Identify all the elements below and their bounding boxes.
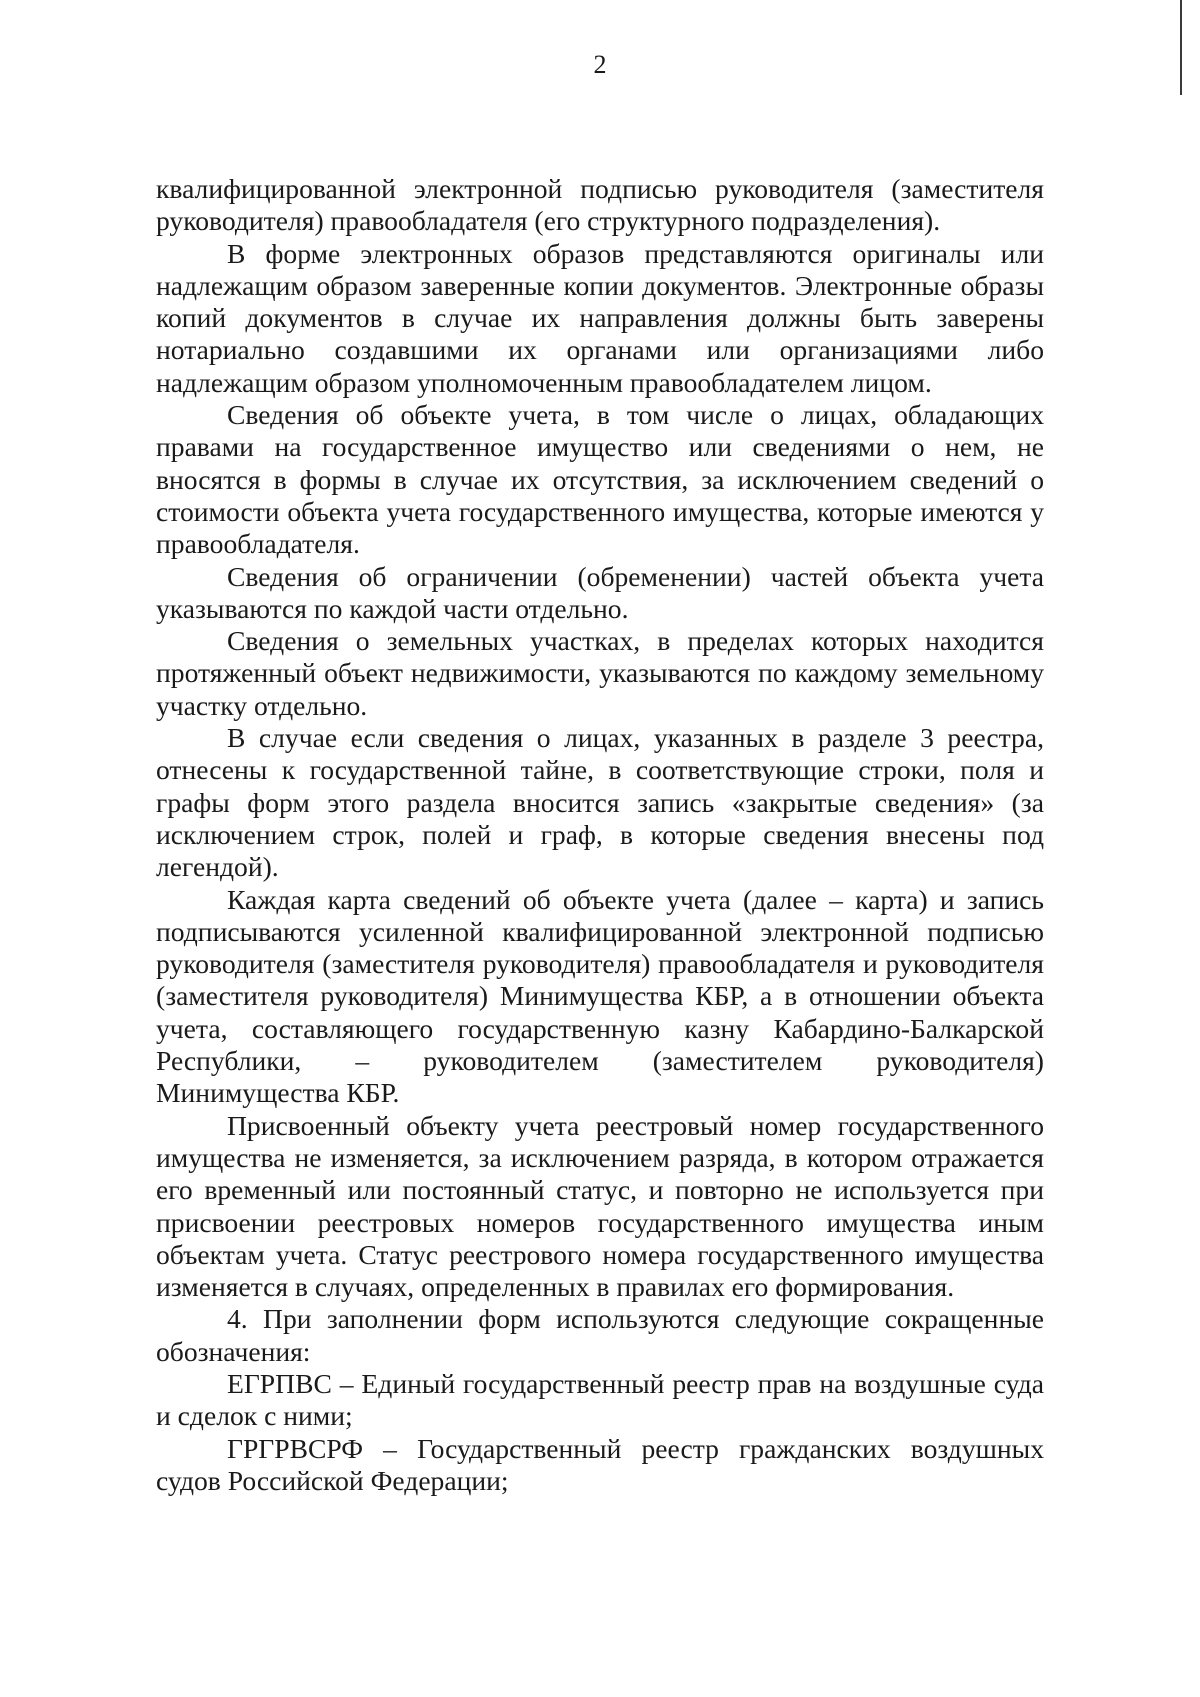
paragraph: Сведения о земельных участках, в пределах которых находится протяженный объект недвижимости, указываются по каждому земельному участку отдельно. [156,625,1044,721]
document-body [156,173,1044,1497]
paragraph: Сведения об ограничении (обременении) частей объекта учета указываются по каждой части отдельно. [156,560,1044,624]
paragraph: ЕГРПВС – Единый государственный реестр прав на воздушные суда и сделок с ними; [156,1367,1044,1432]
paragraph: квалифицированной электронной подписью руководителя (заместителя руководителя) правообладателя (его структурного подразделения). [156,173,1044,237]
page-edge-line [1180,0,1182,95]
page-number: 2 [593,50,607,79]
paragraph: В случае если сведения о лицах, указанных в разделе 3 реестра, отнесены к государственной тайне, в соответствующие строки, поля и графы форм этого раздела вносится запись «закрытые сведения» (за исключением строк, полей и граф, в которые сведения внесены под легендой). [156,722,1044,883]
paragraph: Присвоенный объекту учета реестровый номер государственного имущества не изменяется, за исключением разряда, в котором отражается его временный или постоянный статус, и повторно не используется при присвоении реестровых номеров государственного имущества иным объектам учета. Статус реестрового номера государственного имущества изменяется в случаях, определенных в правилах его формирования. [156,1109,1044,1303]
paragraph: Каждая карта сведений об объекте учета (далее – карта) и запись подписываются усиленной квалифицированной электронной подписью руководителя (заместителя руководителя) правообладателя и руководителя (заместителя руководителя) Минимущества КБР, а в отношении объекта учета, составляющего государственную казну Кабардино-Балкарской Республики, – руководителем (заместителем руководителя) Минимущества КБР. [156,883,1044,1109]
paragraph: ГРГРВСРФ – Государственный реестр гражданских воздушных судов Российской Федерации; [156,1432,1044,1496]
paragraph: Сведения об объекте учета, в том числе о лицах, обладающих правами на государственное имущество или сведениями о нем, не вносятся в формы в случае их отсутствия, за исключением сведений о стоимости объекта учета государственного имущества, которые имеются у правообладателя. [156,399,1044,560]
paragraph: В форме электронных образов представляются оригиналы или надлежащим образом заверенные копии документов. Электронные образы копий документов в случае их направления должны быть заверены нотариально создавшими их органами или организациями либо надлежащим образом уполномоченным правообладателем лицом. [156,237,1044,398]
paragraph: 4. При заполнении форм используются следующие сокращенные обозначения: [156,1303,1044,1367]
